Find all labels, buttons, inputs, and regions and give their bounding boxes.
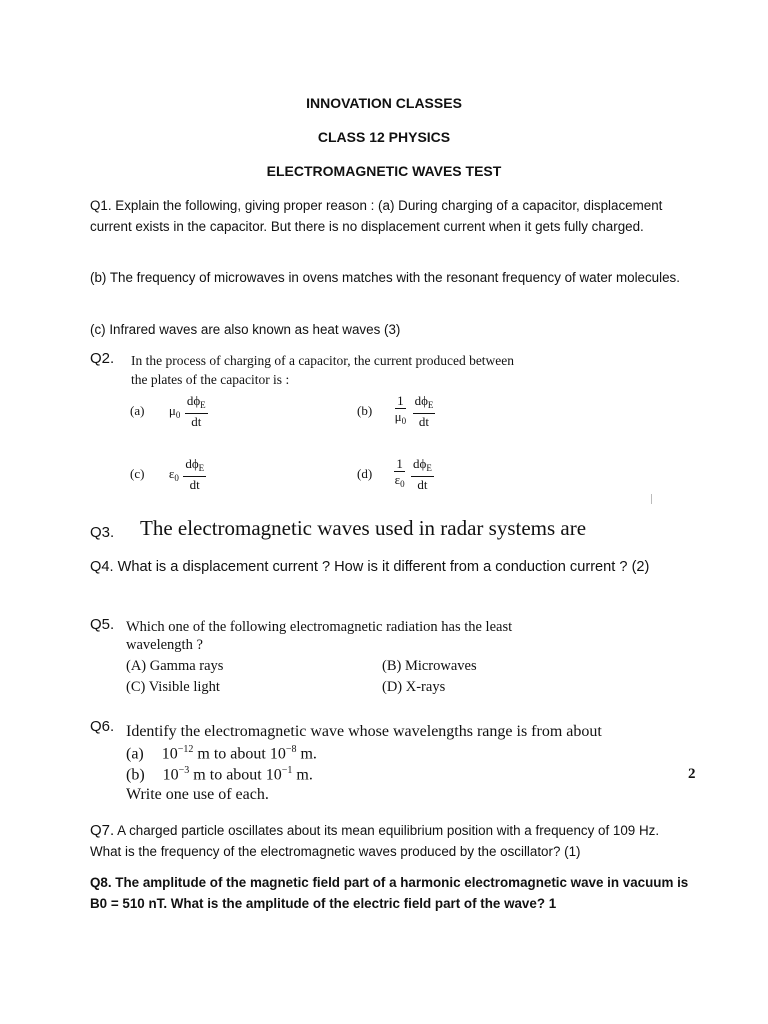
question-4-text: Q4. What is a displacement current ? How is it different from a conduction current ? (2) xyxy=(90,559,650,575)
q2-option-c: (c) $\varepsilon_0$ $\frac{d\phi_E}{dt}$ xyxy=(130,456,205,492)
q5-option-c: (C) Visible light xyxy=(126,679,220,695)
question-5-label: Q5. xyxy=(90,616,115,633)
question-8-text: Q8. The amplitude of the magnetic field part of a harmonic electromagnetic wave in vacuum is B0 = 510 nT. What is the amplitude of the electric field part of the wave? 1 xyxy=(90,875,689,911)
question-2-label: Q2. xyxy=(90,350,115,367)
question-7-text: Q7. A charged particle oscillates about its mean equilibrium position with a frequency of 109 Hz. What is the frequency of the electromagnetic waves produced by the oscillator? (1) xyxy=(90,822,660,859)
q2-b-coeff: $\frac{1}{\mu_0}$ xyxy=(394,393,407,426)
q2-c-fraction: $\frac{d\phi_E}{dt}$ xyxy=(185,456,205,492)
question-2-line1: In the process of charging of a capacitor, the current produced between xyxy=(131,353,515,368)
q2-option-b: (b) $\frac{1}{\mu_0}$ $\frac{d\phi_E}{dt}$ xyxy=(357,393,434,429)
question-2-line2: the plates of the capacitor is : xyxy=(131,372,290,387)
institute-title: INNOVATION CLASSES xyxy=(306,95,462,111)
question-6-part-a: (a) $10^{-12}$ m to about $10^{-8}$ m. xyxy=(126,744,317,763)
q2-d-coeff: $\frac{1}{\varepsilon_0}$ xyxy=(394,456,405,489)
question-6-line4: Write one use of each. xyxy=(126,786,269,803)
scan-mark xyxy=(651,494,652,504)
q2-d-fraction: $\frac{d\phi_E}{dt}$ xyxy=(413,456,432,492)
q5-option-b: (B) Microwaves xyxy=(382,658,477,674)
q2-option-d: (d) $\frac{1}{\varepsilon_0}$ $\frac{d\phi_E}{dt}$ xyxy=(357,456,432,492)
class-title: CLASS 12 PHYSICS xyxy=(317,129,451,145)
question-3-text: The electromagnetic waves used in radar systems are xyxy=(140,516,587,540)
q5-option-d: (D) X-rays xyxy=(382,679,446,695)
question-5-line2: wavelength ? xyxy=(126,637,203,653)
q2-b-fraction: $\frac{d\phi_E}{dt}$ xyxy=(414,393,434,429)
q2-a-fraction: $\frac{d\phi_E}{dt}$ xyxy=(186,393,206,429)
question-6-line1: Identify the electromagnetic wave whose wavelengths range is from about xyxy=(126,723,602,740)
q2-option-a: (a) $\mu_0$ $\frac{d\phi_E}{dt}$ xyxy=(130,393,206,429)
question-1b-text: (b) The frequency of microwaves in ovens matches with the resonant frequency of water molecules. xyxy=(90,270,680,285)
q5-option-a: (A) Gamma rays xyxy=(126,658,224,674)
test-title: ELECTROMAGNETIC WAVES TEST xyxy=(266,163,502,179)
question-1-text: Q1. Explain the following, giving proper reason : (a) During charging of a capacitor, displacement current exists in the capacitor. But there is no displacement current when it gets fully charged. xyxy=(90,198,663,234)
question-5-line1: Which one of the following electromagnetic radiation has the least xyxy=(126,619,513,635)
question-6-part-b: (b) $10^{-3}$ m to about $10^{-1}$ m. xyxy=(126,765,313,784)
question-6-marks: 2 xyxy=(688,766,696,782)
question-6-label: Q6. xyxy=(90,718,115,735)
question-1c-text: (c) Infrared waves are also known as heat waves (3) xyxy=(90,322,401,337)
question-3-label: Q3. xyxy=(90,524,115,541)
